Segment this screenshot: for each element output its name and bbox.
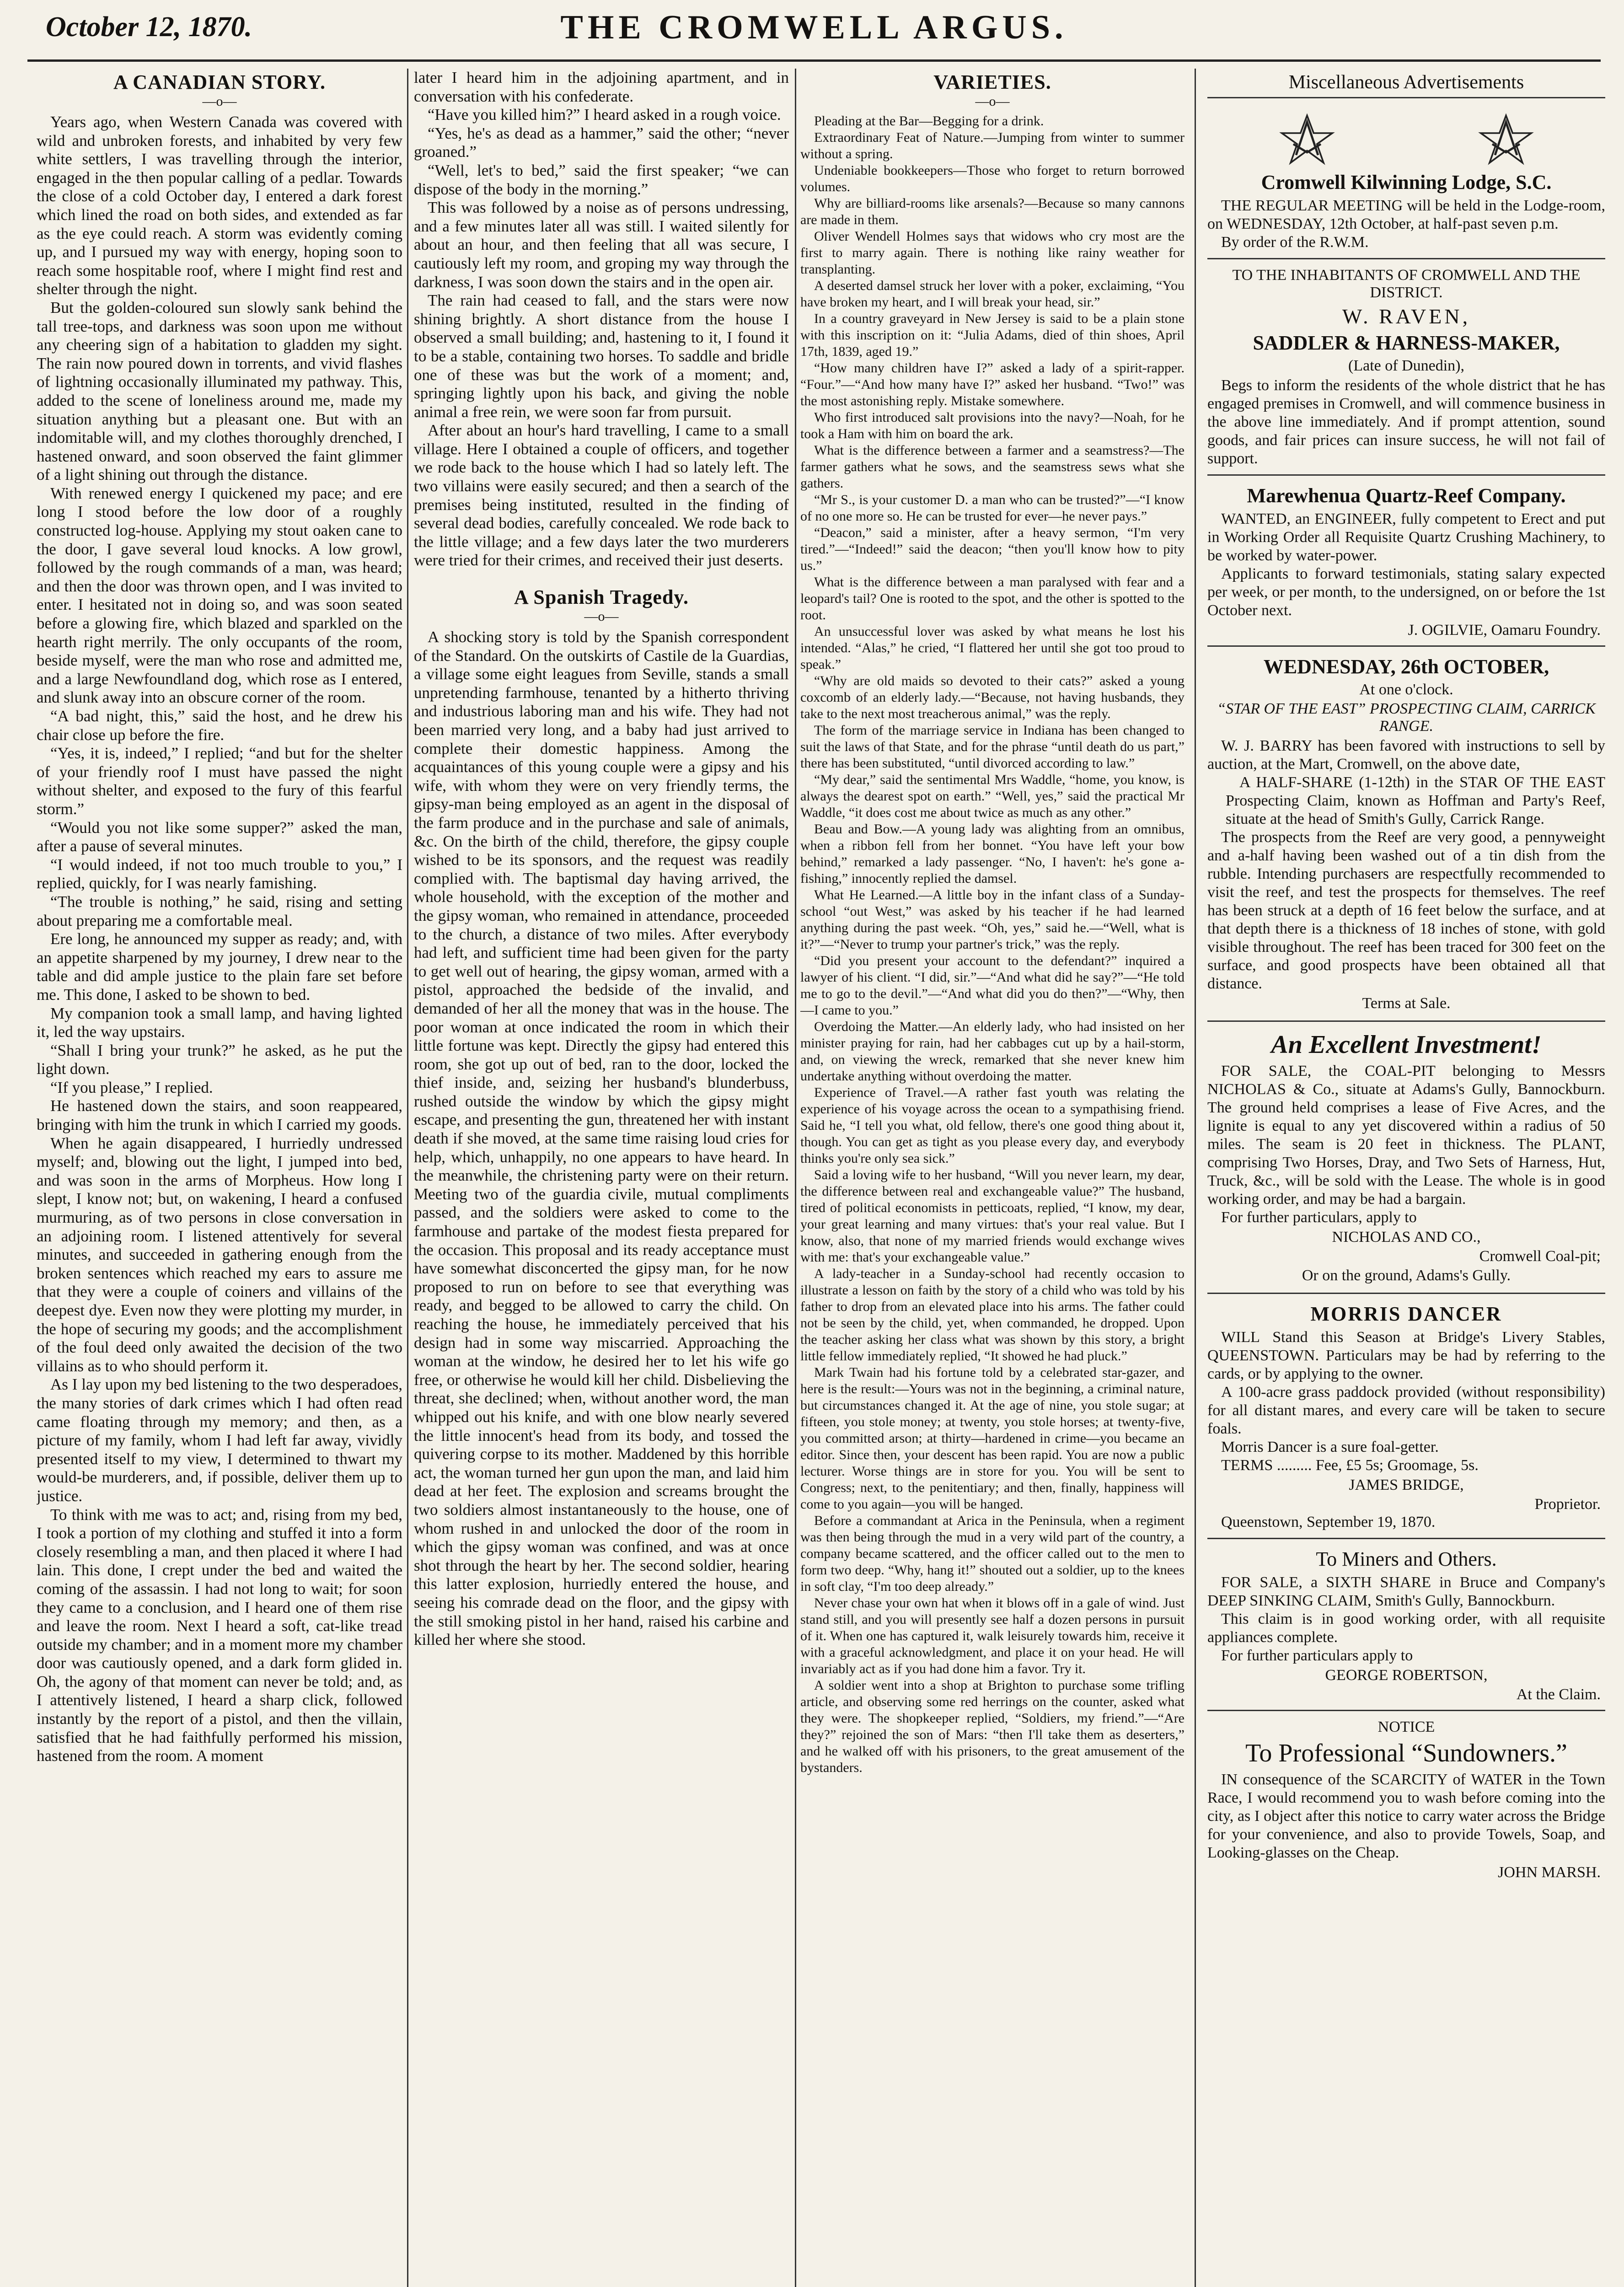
column-rule <box>1195 69 1196 2287</box>
raven-text: Begs to inform the residents of the whole district that he has engaged premises in Cromwell, and will commence business in the above line immediately. And if prompt attention, sound goods, and fair prices can insure success, he will not fail of support. <box>1207 377 1605 467</box>
ad-coal <box>1207 1022 1605 1294</box>
paragraph: “A bad night, this,” said the host, and he drew his chair close up before the fire. <box>37 707 402 744</box>
sundowners-notice: NOTICE <box>1377 1718 1435 1735</box>
paragraph: When he again disappeared, I hurriedly undressed myself; and, blowing out the light, I jumped into bed, and was soon in the arms of Morpheus. How long I slept, I know not; but, on wakening, I heard a confused murmuring, as of two persons in close conversation in an adjoining room. I listened attentively for several minutes, and succeeded in gathering enough from the broken sentences which reached my ears to assure me that they were a couple of coiners and villains of the deepest dye. Even now they were plotting my murder, in the hope of securing my goods; and the accomplishment of the foul deed only awaited the decision of the two villains as to who should perform it. <box>37 1134 402 1375</box>
paragraph: Before a commandant at Arica in the Peninsula, when a regiment was then being through the mud in a very wild part of the country, a company became scattered, and the officer called out to the men to form two deep. “Why, hang it!” shouted out a soldier, up to the knees in soft clay, “I'm too deep already.” <box>800 1513 1185 1594</box>
paragraph: Experience of Travel.—A rather fast youth was relating the experience of his voyage across the ocean to a sympathising friend. Said he, “I tell you what, old fellow, there's one good thing about it, though. You can get as tight as you please every day, and everybody thinks you're only sea sick.” <box>800 1085 1185 1166</box>
auction-time: At one o'clock. <box>1359 681 1453 698</box>
paragraph: After about an hour's hard travelling, I came to a small village. Here I obtained a couple of officers, and together we rode back to the house which I had so lately left. The two villains were easily secured; and then a search of the premises being instituted, resulted in the finding of several dead bodies, carefully concealed. We rode back to the little village; and a few days later the two murderers were tried for their crimes, and received their just deserts. <box>414 421 789 569</box>
coal-text: FOR SALE, the COAL-PIT belonging to Messrs NICHOLAS & Co., situate at Adams's Gully, Bannockburn. The ground held comprises a lease of Five Acres, and the lignite is equal to any yet discovered within a radius of 50 miles. The seam is 20 feet in thickness. The PLANT, comprising Two Horses, Dray, and Two Sets of Harness, Hut, Truck, &c., will be sold with the Lease. The whole is in good working order, and may be had a bargain. <box>1207 1063 1605 1208</box>
coal-or: Or on the ground, Adams's Gully. <box>1302 1267 1511 1284</box>
paragraph: The rain had ceased to fall, and the stars were now shining brightly. A short distance from the house I observed a small building; and, hastening to it, I found it to be a stable, containing two horses. To saddle and bridle one of these was but the work of a moment; and, springing lightly upon his back, and giving the noble animal a free rein, we were soon far from pursuit. <box>414 291 789 421</box>
ad-miners <box>1207 1539 1605 1711</box>
quartz-signature: J. OGILVIE, Oamaru Foundry. <box>1408 622 1601 639</box>
miners-place: At the Claim. <box>1516 1686 1601 1703</box>
paragraph: To think with me was to act; and, rising from my bed, I took a portion of my clothing and stuffed it into a form closely resembling a man, and then placed it where I had lain. This done, I crept under the bed and waited the coming of the assassin. I had not long to wait; for soon they came to a conclusion, and I heard one of them rise and leave the room. Next I heard a soft, cat-like tread outside my chamber; and in a moment more my chamber door was cautiously opened, and a dark form glided in. Oh, the agony of that moment can never be told; and, as I attentively listened, I heard a sharp click, followed instantly by the report of a pistol, and then the villain, satisfied that he had faithfully performed his mission, hastened from the room. A moment <box>37 1505 402 1765</box>
miners-apply: For further particulars apply to <box>1221 1647 1413 1664</box>
ad-lodge <box>1207 101 1605 259</box>
ad-raven <box>1207 259 1605 476</box>
quartz-text: WANTED, an ENGINEER, fully competent to Erect and put in Working Order all Requisite Quartz Crushing Machinery, to be worked by water-power. <box>1207 510 1605 564</box>
paragraph: Mark Twain had his fortune told by a celebrated star-gazer, and here is the result:—Yours was not in the beginning, a criminal nature, but circumstances changed it. At the age of nine, you stole sugar; at fifteen, you stole money; at twenty, you stole horses; at twenty-five, you committed arson; at thirty—hardened in crime—you became an editor. Since then, your descent has been rapid. You are now a public lecturer. Worse things are in store for you. You will be sent to Congress; next, to the penitentiary; and then, finally, happiness will come to you again—you will be hanged. <box>800 1365 1185 1512</box>
paragraph: As I lay upon my bed listening to the two desperadoes, the many stories of dark crimes which I had often read came floating through my memory; and then, as a picture of my family, whom I had left far away, vividly presented itself to my view, I determined to thwart my would-be murderers, and, if possible, deliver them up to justice. <box>37 1375 402 1505</box>
paragraph: “How many children have I?” asked a lady of a spirit-rapper. “Four.”—“And how many have I?” asked her husband. “Two!” was the most astonishing reply. Mistake somewhere. <box>800 360 1185 408</box>
paragraph: Said a loving wife to her husband, “Will you never learn, my dear, the difference between real and exchangeable value?” The husband, tired of political economists in petticoats, replied, “I know, my dear, your great learning and many virtues: that's your real value. But I know, also, that none of my married friends would exchange wives with me: that's your exchangeable value.” <box>800 1167 1185 1265</box>
paragraph: “Mr S., is your customer D. a man who can be trusted?”—“I know of no one more so. He can be trusted for ever—he never pays.” <box>800 492 1185 524</box>
ad-morris <box>1207 1294 1605 1539</box>
auction-terms: Terms at Sale. <box>1362 995 1451 1012</box>
article-title: A CANADIAN STORY. <box>113 71 326 93</box>
column-rule <box>795 69 796 2287</box>
morris-terms: TERMS ......... Fee, £5 5s; Groomage, 5s. <box>1221 1457 1479 1474</box>
paragraph: “I would indeed, if not too much trouble to you,” I replied, quickly, for I was nearly famishing. <box>37 855 402 892</box>
morris-text: WILL Stand this Season at Bridge's Livery Stables, QUEENSTOWN. Particulars may be had by referring to the cards, or by applying to the owner. <box>1207 1329 1605 1382</box>
morris-name: JAMES BRIDGE, <box>1349 1476 1464 1493</box>
raven-address: TO THE INHABITANTS OF CROMWELL AND THE DISTRICT. <box>1232 267 1581 301</box>
column-1 <box>37 69 402 2287</box>
section-title: VARIETIES. <box>933 71 1051 93</box>
paragraph: He hastened down the stairs, and soon reappeared, bringing with him the trunk in which I carried my goods. <box>37 1097 402 1134</box>
paragraph: Pleading at the Bar—Begging for a drink. <box>814 113 1044 129</box>
lodge-signature: By order of the R.W.M. <box>1221 234 1369 251</box>
paragraph: “If you please,” I replied. <box>50 1078 213 1096</box>
coal-name: NICHOLAS AND CO., <box>1332 1229 1481 1246</box>
paragraph: A shocking story is told by the Spanish correspondent of the Standard. On the outskirts of Castile de la Guardias, a village some eight leagues from Seville, stands a small unpretending farmhouse, tenanted by a hitherto thriving and industrious laboring man and his wife. They had not been married very long, and a baby had just arrived to complete their domestic happiness. Among the acquaintances of this young couple were a gipsy and his wife, with whom they were on very friendly terms, the gipsy-man being employed as an agent in the disposal of the farm produce and in the purchase and sale of animals, &c. On the birth of the child, therefore, the gipsy couple wished to be its sponsors, and the request was readily complied with. The baptismal day having arrived, the whole household, with the exception of the mother and the gipsy woman, who remained in attendance, proceeded to the church, a distance of two miles. After everybody had left, and sufficient time had been given for the party to get well out of hearing, the gipsy woman, armed with a pistol, approached the bedside of the invalid, and demanded of her all the money that was in the house. The poor woman at once indicated the room in which their little fortune was kept. Directly the gipsy had entered this room, she got up out of bed, ran to the door, locked the thief inside, and, seizing her husband's blunderbuss, rushed outside the window by which the gipsy might escape, and presenting the gun, threatened her with instant death if she moved, at the same time raising loud cries for help, which, unhappily, no one appears to have heard. In the meanwhile, the christening party were on their return. Meeting two of the guardia civile, mutual compliments passed, and the soldiers were asked to come to the farmhouse and partake of the modest fiesta prepared for the occasion. This proposal and its ready acceptance must have somewhat disconcerted the gipsy man, for he now proposed to run on before to see that everything was ready, and begged to be allowed to carry the child. On reaching the house, he immediately perceived that his design had in some way miscarried. Approaching the woman at the window, he desired her to let his wife go free, or otherwise he would kill her child. Disbelieving the threat, she declined; when, without another word, the man whipped out his knife, and with one blow nearly severed the little innocent's head from its body, and tossed the quivering corpse to its mother. Maddened by this horrible act, the woman turned her gun upon the man, and laid him dead at her feet. The explosion and screams brought the two soldiers almost instantaneously to the house, one of whom rushed in and unlocked the door of the room in which the gipsy woman was confined, and was at once shot through the heart by her. The second soldier, hearing this latter explosion, hurriedly entered the house, and seeing his comrade dead on the floor, and the gipsy with the still smoking pistol in her hand, raised his carbine and killed her where she stood. <box>414 628 789 1649</box>
paragraph: In a country graveyard in New Jersey is said to be a plain stone with this inscription on it: “Julia Adams, died of thin shoes, April 17th, 1839, aged 19.” <box>800 311 1185 359</box>
auction-text-2: The prospects from the Reef are very good, a pennyweight and a-half having been washed out of a tin dish from the rubble. Intending purchasers are respectfully recommended to visit the reef, and test the prospects for themselves. The reef has been struck at a depth of 16 feet below the surface, and at that depth there is a thickness of 18 inches of stone, with gold visible throughout. The reef has been traced for 300 feet on the surface, and good prospects have been obtained all that distance. <box>1207 829 1605 992</box>
paragraph: Extraordinary Feat of Nature.—Jumping from winter to summer without a spring. <box>800 130 1185 161</box>
paragraph: A soldier went into a shop at Brighton to purchase some trifling article, and observing some red herrings on the counter, asked what they were. The shopkeeper replied, “Soldiers, my friend.”—“Are they?” rejoined the son of Mars: “then I'll take them as deserters,” and he walked off with his prisoners, to the great amusement of the bystanders. <box>800 1678 1185 1775</box>
paragraph: My companion took a small lamp, and having lighted it, led the way upstairs. <box>37 1004 402 1041</box>
coal-title: An Excellent Investment! <box>1271 1031 1542 1059</box>
auction-share: A HALF-SHARE (1-12th) in the STAR OF THE EAST Prospecting Claim, known as Hoffman and Party's Reef, situate at the head of Smith's Gully, Carrick Range. <box>1226 774 1605 827</box>
coal-place: Cromwell Coal-pit; <box>1479 1248 1601 1265</box>
ornament: —o— <box>975 94 1010 109</box>
lodge-title: Cromwell Kilwinning Lodge, S.C. <box>1261 171 1552 193</box>
compass-square-icon <box>1476 111 1536 166</box>
miners-text: FOR SALE, a SIXTH SHARE in Bruce and Company's DEEP SINKING CLAIM, Smith's Gully, Bannockburn. <box>1207 1574 1605 1609</box>
paragraph: An unsuccessful lover was asked by what means he lost his intended. “Alas,” he cried, “I flattered her until she got too proud to speak.” <box>800 624 1185 672</box>
sundowners-title: To Professional “Sundowners.” <box>1245 1739 1567 1767</box>
paragraph: Ere long, he announced my supper as ready; and, with an appetite sharpened by my journey, I drew near to the table and did ample justice to the plain fare set before me. This done, I asked to be shown to bed. <box>37 930 402 1004</box>
paragraph: later I heard him in the adjoining apartment, and in conversation with his confederate. <box>414 69 789 105</box>
ad-quartz <box>1207 476 1605 647</box>
paragraph: What is the difference between a farmer and a seamstress?—The farmer gathers what he sows, and the seamstress sews what she gathers. <box>800 443 1185 491</box>
paragraph: What is the difference between a man paralysed with fear and a leopard's tail? One is rooted to the spot, and the other is spotted to the root. <box>800 574 1185 623</box>
raven-name: W. RAVEN, <box>1342 305 1471 328</box>
paragraph: Never chase your own hat when it blows off in a gale of wind. Just stand still, and you will presently see half a dozen persons in pursuit of it. When one has captured it, walk leisurely towards him, receive it with a graceful acknowledgment, and place it on your head. He will invariably act as if you had done him a favor. Try it. <box>800 1595 1185 1676</box>
morris-title: MORRIS DANCER <box>1310 1303 1502 1325</box>
miners-text-2: This claim is in good working order, with all requisite appliances complete. <box>1207 1611 1605 1646</box>
paragraph: Why are billiard-rooms like arsenals?—Because so many cannons are made in them. <box>800 196 1185 227</box>
paragraph: But the golden-coloured sun slowly sank behind the tall tree-tops, and darkness was soon upon me without any cheering sign of a habitation to gladden my sight. The rain now poured down in torrents, and vivid flashes of lightning occasionally illuminated my pathway. This, added to the scene of loneliness around me, made my situation anything but a pleasant one. But with an indomitable will, and my clothes thoroughly drenched, I hastened onward, and soon observed the faint glimmer of a light shining out through the distance. <box>37 298 402 484</box>
lodge-text: THE REGULAR MEETING will be held in the Lodge-room, on WEDNESDAY, 12th October, at half-past seven p.m. <box>1207 197 1605 232</box>
paragraph: What He Learned.—A little boy in the infant class of a Sunday-school “out West,” was asked by his teacher if he had learned anything during the past week. “Oh, yes,” said he.—“Well, what is it?”—“Never to trump your partner's trick,” was the reply. <box>800 887 1185 952</box>
paragraph: Beau and Bow.—A young lady was alighting from an omnibus, when a ribbon fell from her bonnet. “You have left your bow behind,” remarked a lady passenger. “No, I haven't: he's gone a-fishing,” innocently replied the damsel. <box>800 821 1185 886</box>
paragraph: “Have you killed him?” I heard asked in a rough voice. <box>428 106 781 124</box>
sundowners-text: IN consequence of the SCARCITY of WATER in the Town Race, I would recommend you to wash before coming into the city, as I object after this notice to carry water across the Bridge for your convenience, and also to provide Towels, Soap, and Looking-glasses on the Cheap. <box>1207 1771 1605 1861</box>
ads-header: Miscellaneous Advertisements <box>1207 71 1605 98</box>
morris-role: Proprietor. <box>1534 1496 1601 1513</box>
coal-apply: For further particulars, apply to <box>1221 1209 1417 1226</box>
paragraph: “Why are old maids so devoted to their cats?” asked a young coxcomb of an elderly lady.—“Because, not having husbands, they take to the next most treacherous animal,” was the reply. <box>800 673 1185 721</box>
ornament: —o— <box>202 94 237 109</box>
compass-square-icon <box>1277 111 1337 166</box>
paragraph: “Would you not like some supper?” asked the man, after a pause of several minutes. <box>37 818 402 855</box>
paragraph: Who first introduced salt provisions into the navy?—Noah, for he took a Ham with him on board the ark. <box>800 410 1185 441</box>
miners-title: To Miners and Others. <box>1316 1548 1497 1570</box>
masthead <box>27 5 1601 62</box>
quartz-text-2: Applicants to forward testimonials, stating salary expected per week, or per month, to the undersigned, on or before the 1st October next. <box>1207 565 1605 619</box>
auction-date: WEDNESDAY, 26th OCTOBER, <box>1263 655 1549 678</box>
paragraph: This was followed by a noise as of persons undressing, and a few minutes later all was still. I waited silently for about an hour, and then feeling that all was secure, I cautiously left my room, and groping my way through the darkness, I was soon down the stairs and in the open air. <box>414 199 789 291</box>
ad-auction <box>1207 647 1605 1022</box>
article-title: A Spanish Tragedy. <box>514 586 689 609</box>
morris-text-2: A 100-acre grass paddock provided (without responsibility) for all distant mares, and every care will be taken to secure foals. <box>1207 1384 1605 1437</box>
paragraph: A deserted damsel struck her lover with a poker, exclaiming, “You have broken my heart, and I will break your head, sir.” <box>800 278 1185 310</box>
newspaper-title: THE CROMWELL ARGUS. <box>560 9 1068 46</box>
column-rule <box>407 69 408 2287</box>
paragraph: “Shall I bring your trunk?” he asked, as he put the light down. <box>37 1041 402 1078</box>
paragraph: With renewed energy I quickened my pace; and ere long I stood before the low door of a roughly constructed log-house. Applying my stout oaken cane to the door, I gave several loud knocks. A low growl, followed by the rough commands of a man, was heard; and then the door was thrown open, and I was invited to enter. I hesitated not in doing so, and was soon seated before a glowing fire, which blazed and sparkled on the hearth right merrily. The only occupants of the room, beside myself, were the man who rose and admitted me, and a large Newfoundland dog, which rose as I entered, and slunk away into an obscure corner of the room. <box>37 484 402 707</box>
paragraph: Oliver Wendell Holmes says that widows who cry most are the first to marry again. There is nothing like rainy weather for transplanting. <box>800 229 1185 277</box>
morris-place: Queenstown, September 19, 1870. <box>1221 1514 1436 1530</box>
auction-title: “STAR OF THE EAST” PROSPECTING CLAIM, CARRICK RANGE. <box>1217 700 1596 735</box>
ornament: —o— <box>584 609 619 624</box>
raven-trade: SADDLER & HARNESS-MAKER, <box>1253 332 1560 354</box>
auction-text: W. J. BARRY has been favored with instructions to sell by auction, at the Mart, Cromwell, on the above date, <box>1207 737 1605 773</box>
paragraph: “Yes, it is, indeed,” I replied; “and but for the shelter of your friendly roof I must have passed the night without shelter, and exposed to the fury of this fearful storm.” <box>37 744 402 818</box>
paragraph: A lady-teacher in a Sunday-school had recently occasion to illustrate a lesson on faith by the story of a child who was told by his father to drop from an elevated place into his arms. The father could not be seen by the child, yet, when commanded, he dropped. Upon the teacher asking her class what was shown by this story, a bright little fellow immediately replied, “It showed he had pluck.” <box>800 1266 1185 1364</box>
paragraph: The form of the marriage service in Indiana has been changed to suit the laws of that State, and for the phrase “until death do us part,” there has been substituted, “until divorced according to law.” <box>800 723 1185 771</box>
paragraph: Undeniable bookkeepers—Those who forget to return borrowed volumes. <box>800 163 1185 194</box>
ad-sundowners <box>1207 1711 1605 1888</box>
paragraph: “Well, let's to bed,” said the first speaker; “we can dispose of the body in the morning.” <box>414 161 789 198</box>
column-3 <box>800 69 1185 2287</box>
issue-date: October 12, 1870. <box>46 11 252 43</box>
paragraph: Overdoing the Matter.—An elderly lady, who had insisted on her minister praying for rain, had her cabbages cut up by a hail-storm, and, on viewing the wreck, remarked that she never knew him undertake anything without overdoing the matter. <box>800 1019 1185 1084</box>
sundowners-signature: JOHN MARSH. <box>1498 1864 1601 1881</box>
raven-late: (Late of Dunedin), <box>1348 357 1464 374</box>
miners-name: GEORGE ROBERTSON, <box>1325 1667 1488 1684</box>
paragraph: “Yes, he's as dead as a hammer,” said the other; “never groaned.” <box>414 124 789 161</box>
paragraph: “My dear,” said the sentimental Mrs Waddle, “home, you know, is always the dearest spot on earth.” “Well, yes,” said the practical Mr Waddle, “it does cost me about twice as much as any other.” <box>800 772 1185 820</box>
paragraph: “Did you present your account to the defendant?” inquired a lawyer of his client. “I did, sir.”—“And what did he say?”—“He told me to go to the devil.”—“And what did you do then?”—“Why, then—I came to you.” <box>800 953 1185 1018</box>
quartz-title: Marewhenua Quartz-Reef Company. <box>1247 484 1566 507</box>
paragraph: “Deacon,” said a minister, after a heavy sermon, “I'm very tired.”—“Indeed!” said the deacon; “then you'll know how to pity us.” <box>800 525 1185 573</box>
paragraph: “The trouble is nothing,” he said, rising and setting about preparing me a comfortable meal. <box>37 892 402 929</box>
masonic-emblems <box>1207 111 1605 166</box>
column-2 <box>414 69 789 2287</box>
paragraph: Years ago, when Western Canada was covered with wild and unbroken forests, and inhabited by very few white settlers, I was travelling through the interior, engaged in the then popular calling of a pedlar. Towards the close of a cold October day, I entered a dark forest which lined the road on both sides, and extended as far as the eye could reach. A storm was evidently coming up, and I pursued my way with energy, hoping soon to reach some hospitable roof, where I might find rest and shelter through the night. <box>37 113 402 298</box>
morris-text-3: Morris Dancer is a sure foal-getter. <box>1221 1439 1439 1455</box>
column-4-advertisements <box>1207 69 1605 2287</box>
